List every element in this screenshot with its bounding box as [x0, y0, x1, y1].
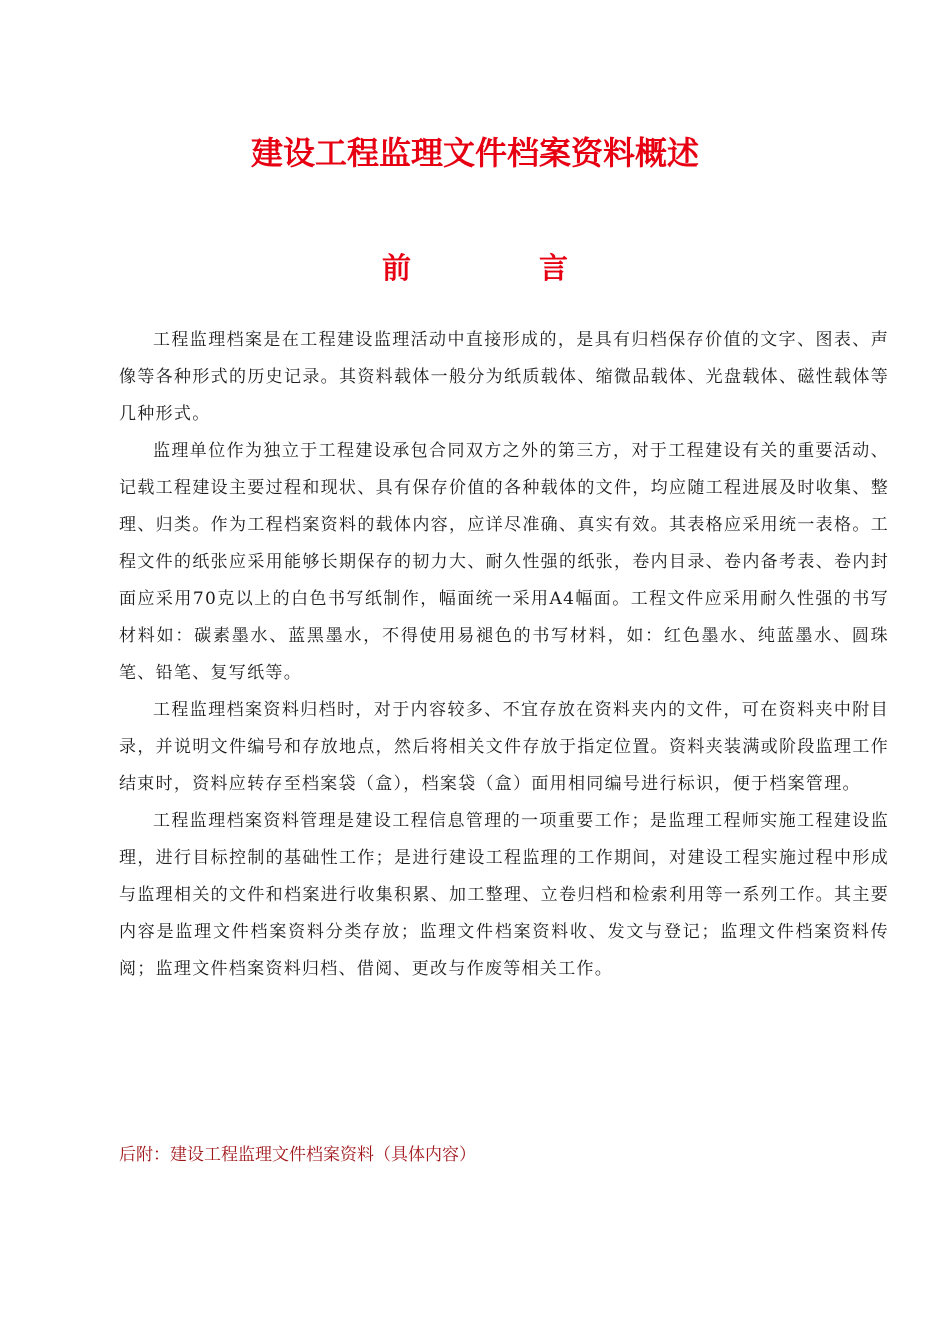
paragraph-1: 工程监理档案是在工程建设监理活动中直接形成的，是具有归档保存价值的文字、图表、声像等各种形式的历史记录。其资料载体一般分为纸质载体、缩微品载体、光盘载体、磁性载体等几种形式。	[119, 330, 889, 424]
section-heading-char-1: 前	[381, 251, 411, 285]
appendix-note: 后附：建设工程监理文件档案资料（具体内容）	[119, 1145, 476, 1165]
preface-body	[119, 322, 889, 988]
paragraph-4: 工程监理档案资料管理是建设工程信息管理的一项重要工作；是监理工程师实施工程建设监理，进行目标控制的基础性工作；是进行建设工程监理的工作期间，对建设工程实施过程中形成与监理相关的文件和档案进行收集积累、加工整理、立卷归档和检索利用等一系列工作。其主要内容是监理文件档案资料分类存放；监理文件档案资料收、发文与登记；监理文件档案资料传阅；监理文件档案资料归档、借阅、更改与作废等相关工作。	[119, 811, 889, 979]
section-heading-preface	[0, 246, 950, 287]
document-title: 建设工程监理文件档案资料概述	[250, 134, 699, 172]
paragraph-3: 工程监理档案资料归档时，对于内容较多、不宜存放在资料夹内的文件，可在资料夹中附目录，并说明文件编号和存放地点，然后将相关文件存放于指定位置。资料夹装满或阶段监理工作结束时，资料应转存至档案袋（盒），档案袋（盒）面用相同编号进行标识，便于档案管理。	[119, 700, 889, 794]
section-heading-char-2: 言	[539, 251, 569, 285]
paragraph-2: 监理单位作为独立于工程建设承包合同双方之外的第三方，对于工程建设有关的重要活动、记载工程建设主要过程和现状、具有保存价值的各种载体的文件，均应随工程进展及时收集、整理、归类。作为工程档案资料的载体内容，应详尽准确、真实有效。其表格应采用统一表格。工程文件的纸张应采用能够长期保存的韧力大、耐久性强的纸张，卷内目录、卷内备考表、卷内封面应采用70克以上的白色书写纸制作，幅面统一采用A4幅面。工程文件应采用耐久性强的书写材料如：碳素墨水、蓝黑墨水，不得使用易褪色的书写材料，如：红色墨水、纯蓝墨水、圆珠笔、铅笔、复写纸等。	[119, 441, 889, 683]
